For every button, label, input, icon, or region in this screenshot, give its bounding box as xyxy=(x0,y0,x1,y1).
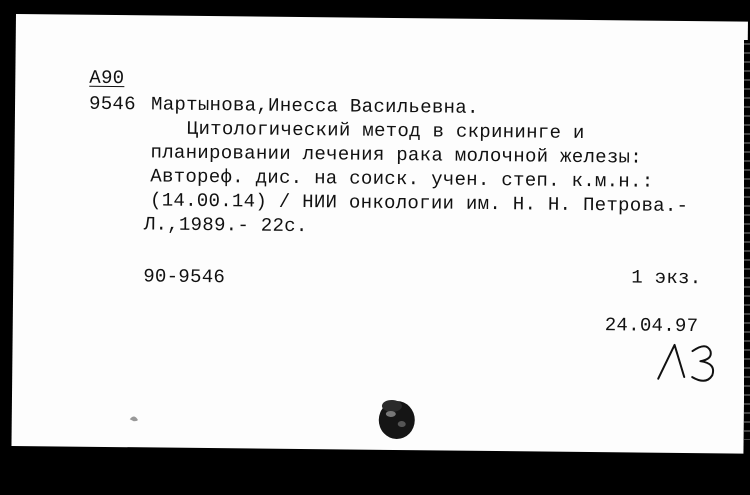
title-line-5: Л.,1989.- 22с. xyxy=(143,213,308,238)
title-line-1: Цитологический метод в скрининге и xyxy=(186,117,585,144)
title-line-4: (14.00.14) / НИИ онкологии им. Н. Н. Петрова.- xyxy=(149,189,689,218)
author-line: Мартынова,Инесса Васильевна. xyxy=(150,93,479,119)
handwritten-mark xyxy=(654,339,724,384)
catalog-card xyxy=(11,14,747,454)
title-line-3: Автореф. дис. на соиск. учен. степ. к.м.н.: xyxy=(150,165,654,193)
date-stamp: 24.04.97 xyxy=(604,314,699,338)
class-code: А90 xyxy=(89,66,125,90)
title-line-2: планировании лечения рака молочной железы: xyxy=(150,141,643,169)
scan-edge-noise xyxy=(744,40,750,440)
paper-speck xyxy=(128,413,142,423)
ink-blot xyxy=(374,394,421,442)
inventory-number: 90-9546 xyxy=(143,265,226,289)
copies-count: 1 экз. xyxy=(631,266,702,290)
card-number: 9546 xyxy=(88,92,136,116)
